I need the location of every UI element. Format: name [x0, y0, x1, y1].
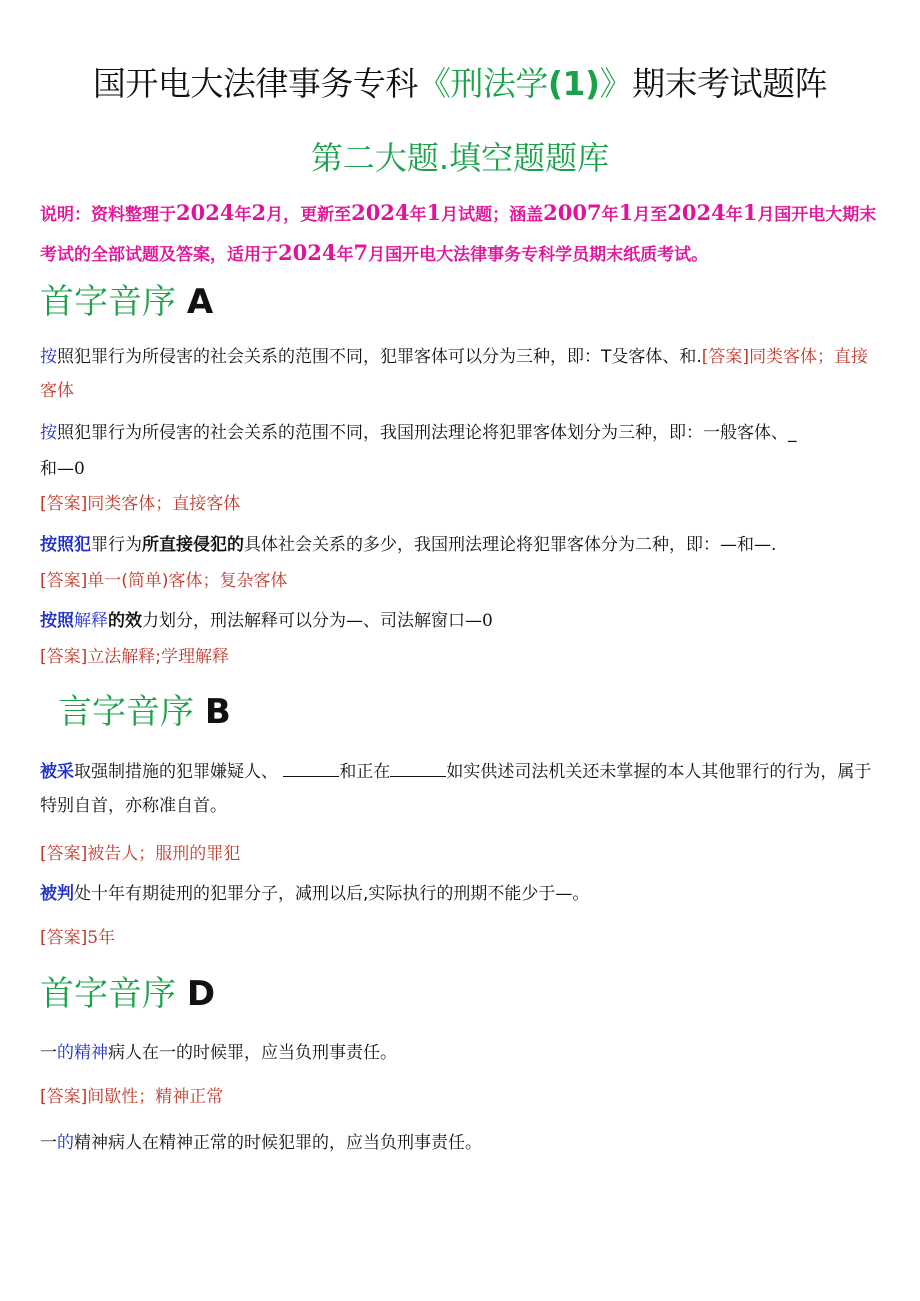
- question-lead: 按: [40, 347, 57, 367]
- note-text: 说明：资料整理于: [40, 205, 176, 225]
- section-letter: B: [204, 692, 231, 732]
- fill-blank: [390, 760, 446, 777]
- note-text: 年: [409, 205, 427, 225]
- note-number: 7: [353, 240, 369, 265]
- question-text: 罪行为: [91, 535, 142, 555]
- note-number: 2024: [351, 200, 410, 225]
- answer-text: 同类客体；直接客体: [40, 347, 869, 401]
- section-heading-a: [40, 280, 213, 324]
- section-label: 首字音序: [40, 974, 176, 1014]
- note-number: 2024: [176, 200, 235, 225]
- question-lead: 的: [57, 1133, 74, 1153]
- question-item: [40, 1126, 880, 1160]
- title-part-4: 》: [599, 64, 633, 103]
- question-text: 精神病人在精神正常的时候犯罪的，应当负刑事责任。: [74, 1133, 482, 1153]
- question-text: 和正在: [339, 762, 391, 782]
- section-heading-d: [40, 972, 215, 1016]
- title-part-1: 国开电大法律事务专科: [92, 64, 418, 103]
- section-letter: D: [186, 974, 216, 1014]
- note-text: 月，更新至: [266, 205, 352, 225]
- question-lead: 的精神: [57, 1043, 108, 1063]
- note-number: 2: [251, 200, 267, 225]
- title-part-2: 《刑法学: [417, 64, 548, 103]
- answer-text: 年: [98, 928, 116, 948]
- note-text: 月国开电大法律事务专科学员期末纸质考试。: [368, 245, 709, 265]
- question-lead: 解释: [74, 611, 108, 631]
- note-number: 1: [618, 200, 634, 225]
- title-part-3: (1): [547, 64, 600, 103]
- section-label: 言字音序: [58, 692, 194, 732]
- note-number: 2024: [667, 200, 726, 225]
- section-label: 首字音序: [40, 282, 176, 322]
- question-text: 和—: [40, 459, 74, 479]
- answer-text: [答案]单一(简单)客体；复杂客体: [40, 571, 288, 591]
- question-end: 0: [482, 611, 493, 631]
- answer-tag: [答案]: [701, 347, 750, 367]
- answer-text: [答案]同类客体；直接客体: [40, 494, 241, 514]
- question-text: 具体社会关系的多少，我国刑法理论将犯罪客体分为二种，即：—和—.: [244, 535, 777, 555]
- question-text: 取强制措施的犯罪嫌疑人、: [74, 762, 278, 782]
- question-item: [40, 1036, 880, 1070]
- question-item: [40, 755, 880, 823]
- question-text: 病人在一的时候罪，应当负刑事责任。: [108, 1043, 397, 1063]
- question-lead: 被采: [40, 762, 74, 782]
- question-text: 处十年有期徒刑的犯罪分子，减刑以后,实际执行的刑期不能少于—。: [74, 884, 590, 904]
- question-item: [40, 528, 880, 562]
- question-lead: 一: [40, 1043, 57, 1063]
- note-text: 月试题；涵盖: [441, 205, 544, 225]
- section-heading-b: [58, 690, 231, 734]
- question-lead: 的效: [108, 611, 142, 631]
- note-text: 年: [336, 245, 354, 265]
- fill-blank: [283, 760, 339, 777]
- question-lead: 按照犯: [40, 535, 91, 555]
- page-subtitle: 第二大题.填空题题库: [310, 139, 610, 177]
- answer-text: [答案]被告人；服刑的罪犯: [40, 844, 241, 864]
- question-end: 0: [74, 459, 85, 479]
- answer-text: [答案]立法解释;学理解释: [40, 647, 229, 667]
- note-number: 2024: [278, 240, 337, 265]
- answer-tag: [答案]: [40, 928, 88, 948]
- question-lead: 被判: [40, 884, 74, 904]
- description-note: [40, 194, 890, 274]
- question-text: 力划分，刑法解释可以分为—、司法解窗口—: [142, 611, 482, 631]
- question-lead: 一: [40, 1133, 57, 1153]
- question-text: 照犯罪行为所侵害的社会关系的范围不同，犯罪客体可以分为三种，即：T殳客体、和.: [57, 347, 702, 367]
- title-part-5: 期末考试题阵: [632, 64, 828, 103]
- question-item: [40, 416, 880, 450]
- question-item: [40, 340, 880, 408]
- note-number: 2007: [543, 200, 602, 225]
- note-text: 月国开电大期末考试的全部试题及答案，适用于: [40, 205, 877, 265]
- note-text: 年: [725, 205, 743, 225]
- note-text: 年: [601, 205, 619, 225]
- answer-item: [40, 924, 880, 952]
- question-lead: 所直接侵犯的: [142, 535, 244, 555]
- note-text: 年: [234, 205, 252, 225]
- question-item: [40, 604, 880, 638]
- note-number: 1: [426, 200, 442, 225]
- section-letter: A: [186, 282, 214, 322]
- note-text: 月至: [633, 205, 668, 225]
- page-title: [0, 62, 920, 106]
- answer-number: 5: [87, 928, 99, 948]
- question-text: 如实供述司法机关还未掌握的本人其他罪行的行为，属于特别自首，亦称准自首。: [40, 762, 872, 816]
- answer-text: [答案]间歇性；精神正常: [40, 1087, 224, 1107]
- note-number: 1: [742, 200, 758, 225]
- question-item-continued: [40, 452, 880, 486]
- question-lead: 按: [40, 423, 57, 443]
- question-text: 照犯罪行为所侵害的社会关系的范围不同，我国刑法理论将犯罪客体划分为三种，即：一般客体、_: [57, 423, 797, 443]
- question-lead: 按照: [40, 611, 74, 631]
- question-item: [40, 877, 880, 911]
